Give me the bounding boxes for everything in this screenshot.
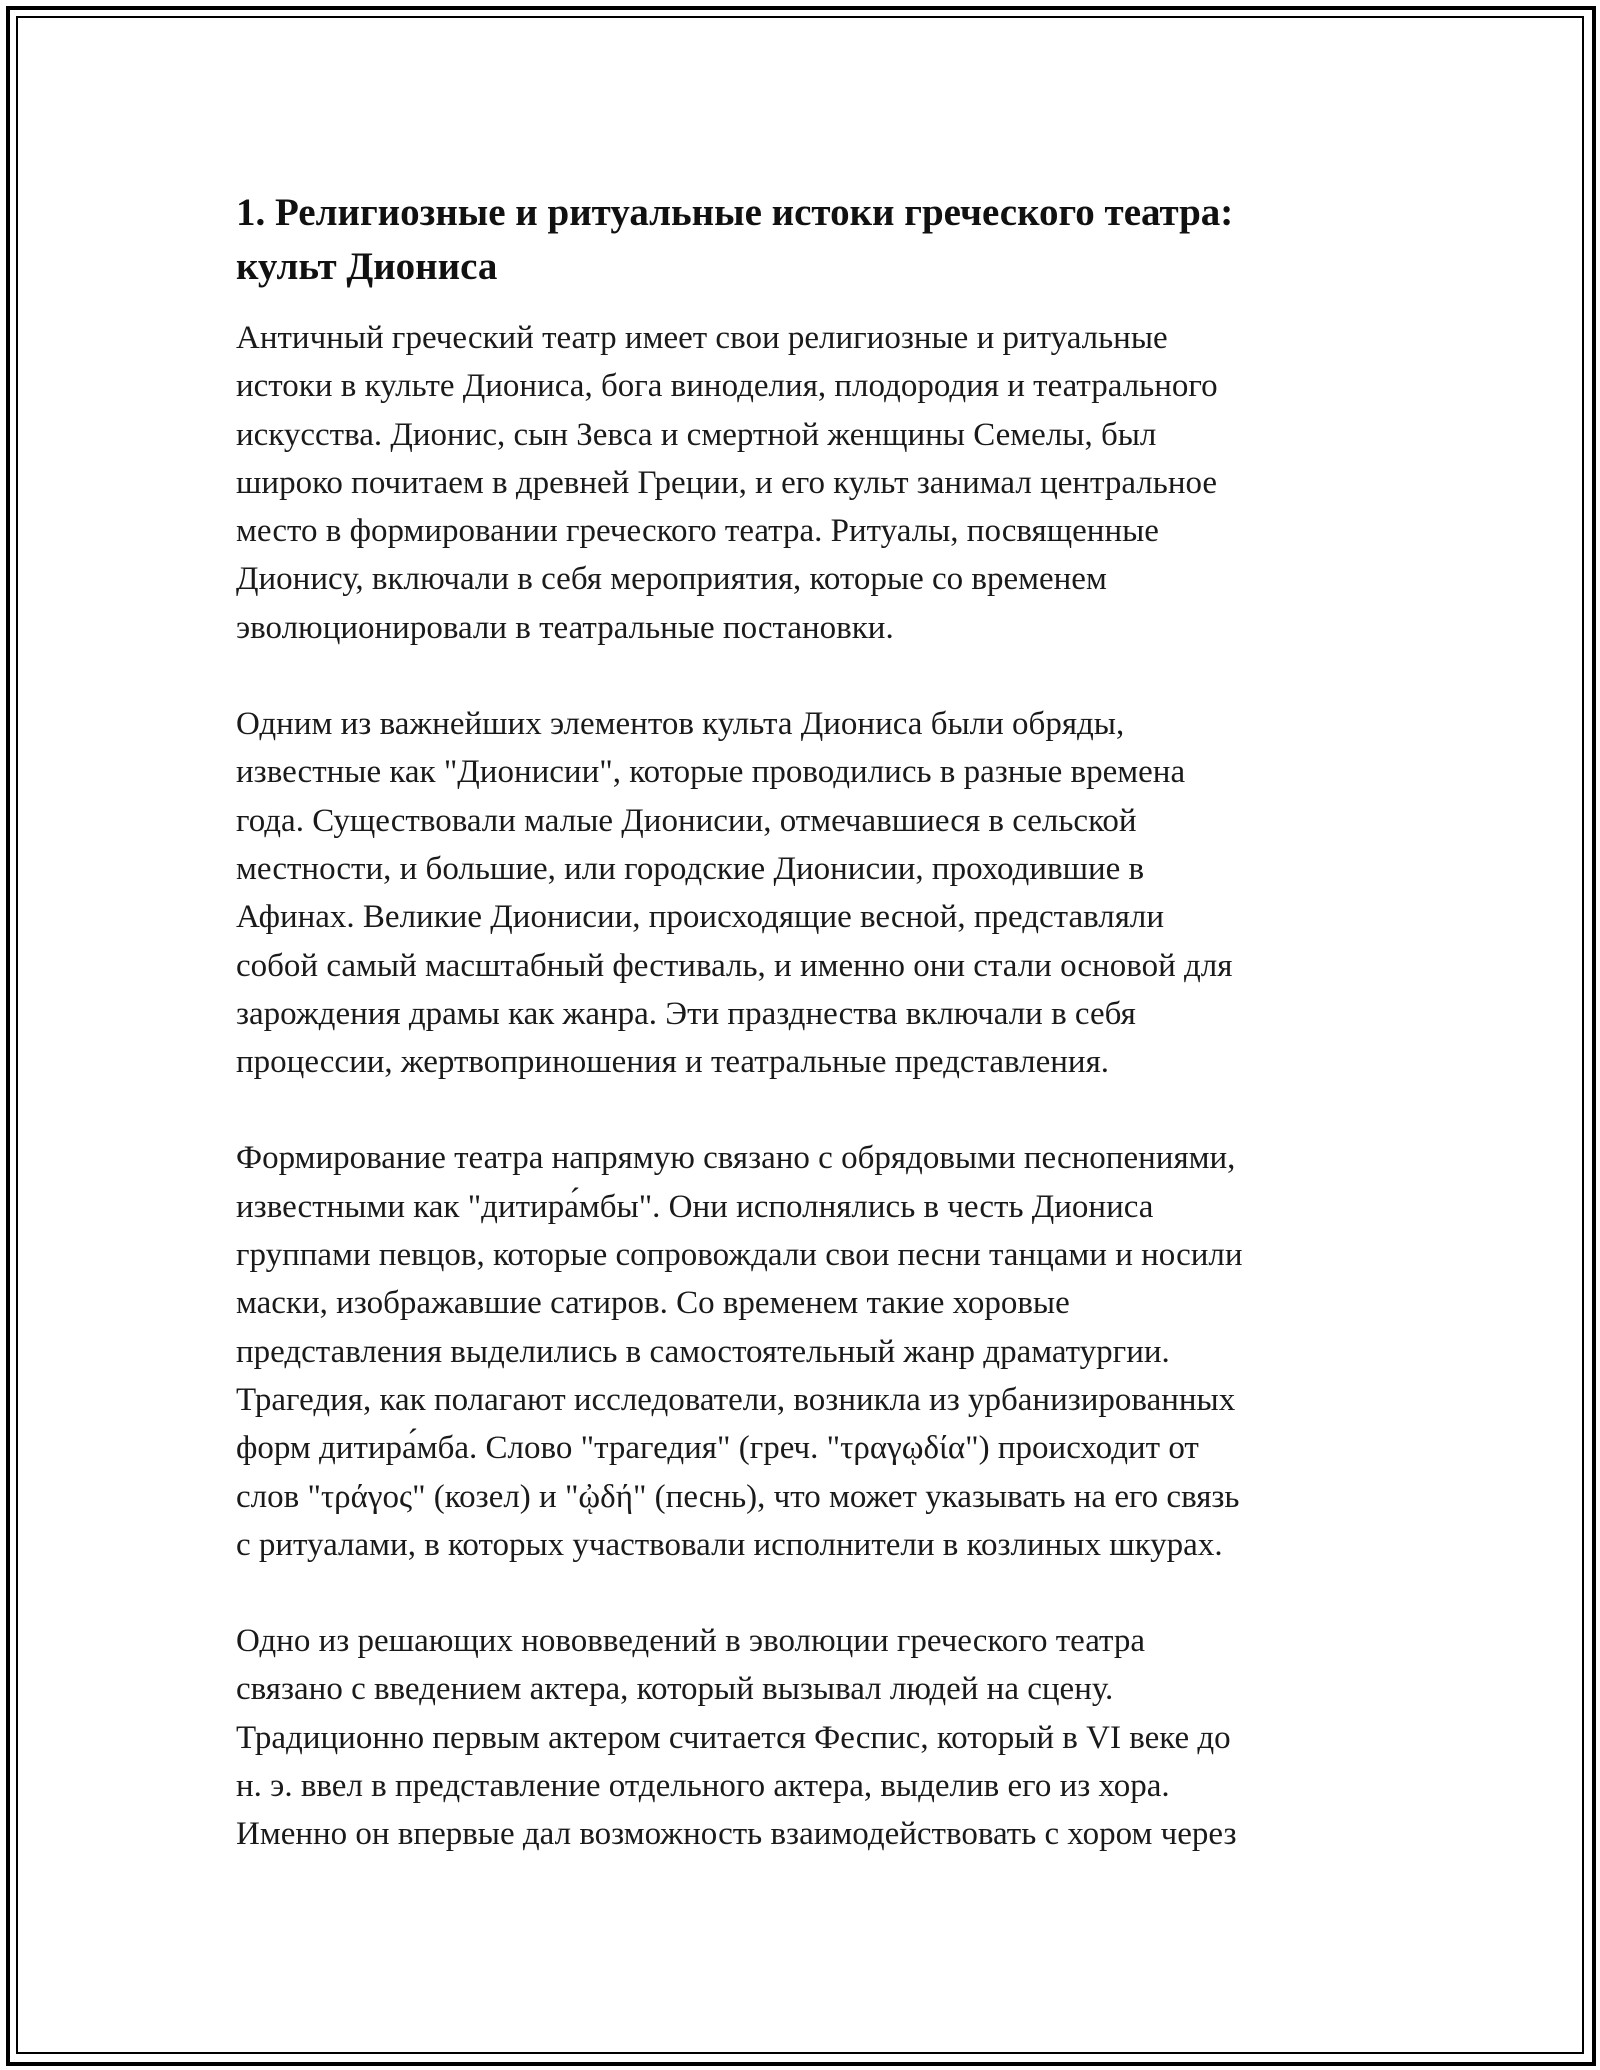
text-line: с ритуалами, в которых участвовали исполнители в козлиных шкурах. xyxy=(236,1526,1223,1563)
text-line: н. э. ввел в представление отдельного актера, выделив его из хора. xyxy=(236,1768,1170,1805)
text-line: место в формировании греческого театра. Ритуалы, посвященные xyxy=(236,513,1159,550)
text-line: зарождения драмы как жанра. Эти празднества включали в себя xyxy=(236,995,1136,1032)
text-line: Трагедия, как полагают исследователи, возникла из урбанизированных xyxy=(236,1381,1236,1418)
section-heading xyxy=(236,186,1366,294)
text-line: Одно из решающих нововведений в эволюции греческого театра xyxy=(236,1623,1145,1660)
text-line: связано с введением актера, который вызывал людей на сцену. xyxy=(236,1671,1114,1708)
text-line: Именно он впервые дал возможность взаимодействовать с хором через xyxy=(236,1816,1237,1853)
text-line: Одним из важнейших элементов культа Диониса были обряды, xyxy=(236,706,1125,743)
text-line: форм дитира́мба. Слово "трагедия" (греч. "τραγῳδία") происходит от xyxy=(236,1430,1199,1467)
text-line: процессии, жертвоприношения и театральные представления. xyxy=(236,1044,1110,1081)
text-line: Формирование театра напрямую связано с обрядовыми песнопениями, xyxy=(236,1140,1236,1177)
text-line: эволюционировали в театральные постановки. xyxy=(236,609,894,646)
paragraph-3 xyxy=(236,1134,1366,1569)
heading-line: 1. Религиозные и ритуальные истоки греческого театра: xyxy=(236,191,1234,234)
text-line: Афинах. Великие Дионисии, происходящие весной, представляли xyxy=(236,899,1165,936)
text-line: группами певцов, которые сопровождали свои песни танцами и носили xyxy=(236,1237,1243,1274)
text-line: собой самый масштабный фестиваль, и именно они стали основой для xyxy=(236,947,1233,984)
text-line: Дионису, включали в себя мероприятия, которые со временем xyxy=(236,561,1107,598)
document-body xyxy=(236,186,1366,1907)
paragraph-2 xyxy=(236,700,1366,1086)
text-line: местности, и большие, или городские Дионисии, проходившие в xyxy=(236,850,1145,887)
paragraph-4 xyxy=(236,1617,1366,1858)
text-line: широко почитаем в древней Греции, и его культ занимал центральное xyxy=(236,464,1218,501)
text-line: известными как "дитира́мбы". Они исполнялись в честь Диониса xyxy=(236,1188,1154,1225)
text-line: Античный греческий театр имеет свои религиозные и ритуальные xyxy=(236,320,1168,356)
text-line: известные как "Дионисии", которые проводились в разные времена xyxy=(236,754,1186,791)
text-line: истоки в культе Диониса, бога виноделия, плодородия и театрального xyxy=(236,368,1218,405)
text-line: маски, изображавшие сатиров. Со временем такие хоровые xyxy=(236,1285,1070,1322)
text-line: слов "τράγος" (козел) и "ᾠδή" (песнь), что может указывать на его связь xyxy=(236,1478,1240,1515)
text-line: искусства. Дионис, сын Зевса и смертной женщины Семелы, был xyxy=(236,416,1157,453)
text-line: Традиционно первым актером считается Феспис, который в VI веке до xyxy=(236,1719,1231,1756)
text-line: года. Существовали малые Дионисии, отмечавшиеся в сельской xyxy=(236,802,1137,839)
text-line: представления выделились в самостоятельный жанр драматургии. xyxy=(236,1333,1170,1370)
heading-line: культ Диониса xyxy=(236,245,498,288)
paragraph-1 xyxy=(236,314,1366,652)
